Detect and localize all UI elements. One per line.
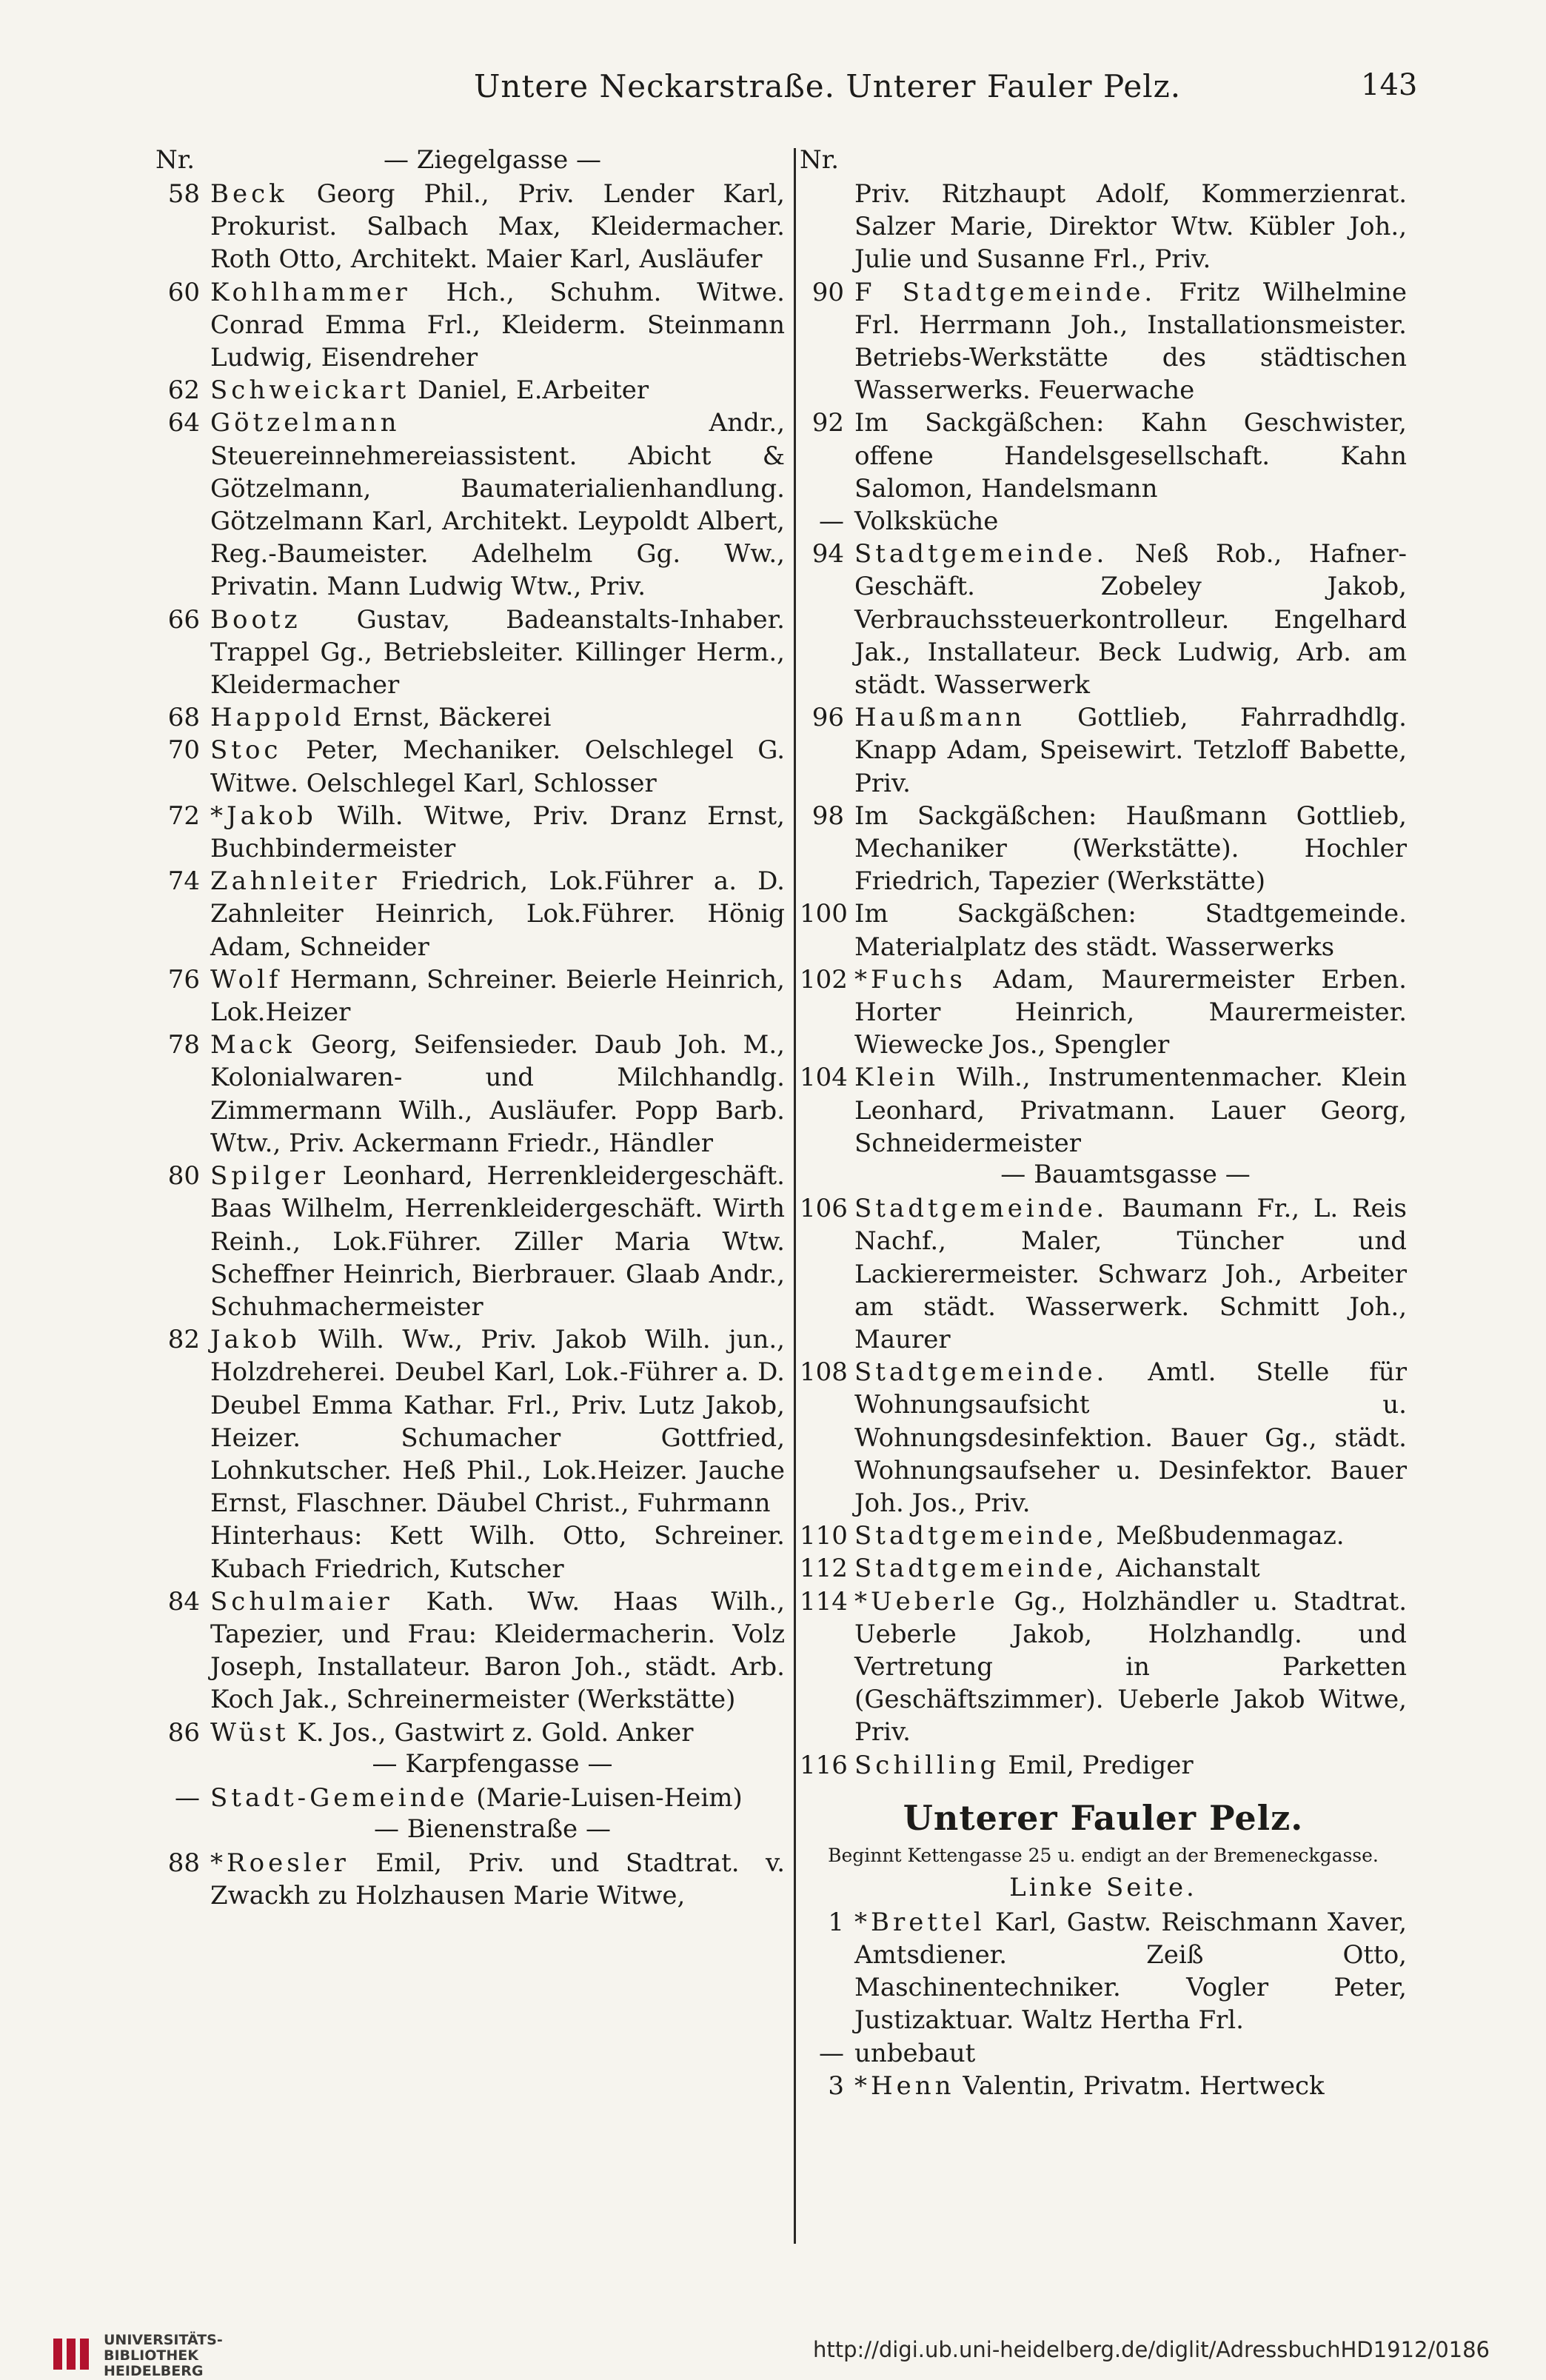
nr-heading: Nr. (800, 145, 840, 175)
entry-text (854, 1356, 1407, 1520)
library-logo-icon (50, 2336, 95, 2373)
occupants-text: Im Sackgäßchen: Stadtgemeinde. Materialplatz des städt. Wasserwerks (854, 899, 1407, 962)
street-subheading: — Ziegelgasse — (383, 145, 602, 175)
directory-entry (155, 734, 785, 799)
occupants-text: Peter, Mechaniker. Oelschlegel G. Witwe. Oelschlegel Karl, Schlosser (210, 735, 785, 798)
occupants-text: Wilh. Witwe, Priv. Dranz Ernst, Buchbindermeister (210, 800, 785, 864)
occupants-text: Georg Phil., Priv. Lender Karl, Prokurist. Salbach Max, Kleidermacher. Roth Otto, Architekt. Maier Karl, Ausläufer (210, 179, 785, 275)
house-number: 116 (800, 1750, 848, 1780)
street-subheading: — Bienenstraße — (374, 1814, 611, 1844)
entry-list (800, 1192, 1407, 1782)
directory-entry (155, 800, 785, 865)
directory-entry (155, 1323, 785, 1520)
directory-entry (800, 1906, 1407, 2037)
directory-entry (155, 1029, 785, 1160)
occupants-text: Aichanstalt (1108, 1554, 1260, 1584)
directory-entry (155, 963, 785, 1029)
occupants-text: Hermann, Schreiner. Beierle Heinrich, Lok.Heizer (210, 964, 785, 1028)
directory-entry (800, 701, 1407, 800)
occupants-text: Gg., Holzhändler u. Stadtrat. Ueberle Jakob, Holzhandlg. und Vertretung in Parketten (Geschäftszimmer). Ueberle Jakob Witwe, Priv. (854, 1586, 1407, 1748)
house-number: 88 (167, 1848, 200, 1878)
page-header (0, 68, 1546, 113)
owner-name: Wüst (210, 1717, 290, 1748)
entry-text (210, 1029, 785, 1160)
entry-text (210, 1782, 785, 1814)
owner-name: Jakob (210, 1325, 301, 1355)
entry-text (210, 800, 785, 865)
occupants-text: K. Jos., Gastwirt z. Gold. Anker (289, 1717, 694, 1748)
house-number: 100 (800, 899, 848, 929)
directory-entry (155, 407, 785, 603)
house-number: 74 (167, 866, 200, 897)
entry-text (854, 1552, 1407, 1585)
street-subheading: — Karpfengasse — (372, 1748, 613, 1779)
owner-name: Stadtgemeinde, (854, 1521, 1108, 1551)
owner-name: Bootz (210, 604, 301, 635)
directory-entry (800, 1749, 1407, 1782)
house-number: 96 (812, 703, 844, 733)
directory-entry (155, 374, 785, 407)
entry-text (854, 2037, 1407, 2070)
house-number: 106 (800, 1194, 848, 1224)
owner-name: Stadtgemeinde. (854, 1194, 1108, 1224)
occupants-text: Neß Rob., Hafner-Geschäft. Zobeley Jakob, Verbrauchssteuerkontrolleur. Engelhard Jak., Installateur. Beck Ludwig, Arb. am städt. Wasserwerk (854, 539, 1407, 701)
house-number: 90 (812, 277, 844, 307)
house-number (155, 1520, 210, 1585)
entry-text (210, 1160, 785, 1323)
owner-name: *Brettel (854, 1907, 986, 1937)
house-number: 104 (800, 1063, 848, 1093)
house-number: 58 (167, 179, 200, 209)
directory-entry (155, 604, 785, 702)
house-number: 60 (167, 277, 200, 307)
house-number: 70 (167, 735, 200, 766)
occupants-text: Hinterhaus: Kett Wilh. Otto, Schreiner. Kubach Friedrich, Kutscher (210, 1521, 785, 1584)
directory-entry (155, 178, 785, 276)
occupants-text: Georg, Seifensieder. Daub Joh. M., Kolonialwaren- und Milchhandlg. Zimmermann Wilh., Ausläufer. Popp Barb. Wtw., Priv. Ackermann Friedr., Händler (210, 1030, 785, 1158)
section-subtitle: Beginnt Kettengasse 25 u. endigt an der Bremeneckgasse. (828, 1844, 1379, 1866)
owner-name: Happold (210, 703, 345, 733)
house-number: 68 (167, 703, 200, 733)
occupants-text: Emil, Priv. und Stadtrat. v. Zwackh zu Holzhausen Marie Witwe, (210, 1848, 785, 1911)
house-number: 62 (167, 375, 200, 406)
directory-entry (800, 1585, 1407, 1749)
house-number: 82 (167, 1325, 200, 1355)
occupants-text: Priv. Ritzhaupt Adolf, Kommerzienrat. Salzer Marie, Direktor Wtw. Kübler Joh., Julie und Susanne Frl., Priv. (854, 179, 1407, 275)
entry-text (854, 1749, 1407, 1782)
directory-entry (155, 865, 785, 963)
owner-name: Wolf (210, 964, 282, 995)
occupants-text: Kath. Ww. Haas Wilh., Tapezier, und Frau: Kleidermacherin. Volz Joseph, Installateur. Baron Joh., städt. Arb. Koch Jak., Schreinermeister (Werkstätte) (210, 1586, 785, 1715)
library-line: BIBLIOTHEK (104, 2347, 198, 2364)
directory-entry (800, 800, 1407, 898)
directory-entry (800, 178, 1407, 276)
occupants-text: Gottlieb, Fahrradhdlg. Knapp Adam, Speisewirt. Tetzloff Babette, Priv. (854, 703, 1407, 798)
entry-text (210, 865, 785, 963)
entry-text (210, 276, 785, 375)
occupants-text: Wilh. Ww., Priv. Jakob Wilh. jun., Holzdreherei. Deubel Karl, Lok.-Führer a. D. Deubel Emma Kathar. Frl., Priv. Lutz Jakob, Heizer. Schumacher Gottfried, Lohnkutscher. Heß Phil., Lok.Heizer. Jauche Ernst, Flaschner. Däubel Christ., Fuhrmann (210, 1325, 785, 1519)
occupants-text: Im Sackgäßchen: Kahn Geschwister, offene Handelsgesellschaft. Kahn Salomon, Handelsmann (854, 408, 1407, 504)
entry-list (155, 1782, 785, 1814)
house-number (800, 178, 854, 276)
entry-text (210, 734, 785, 799)
owner-name: Klein (854, 1063, 940, 1093)
directory-entry (800, 1552, 1407, 1585)
owner-name: *Henn (854, 2070, 955, 2101)
house-number: 94 (812, 539, 844, 569)
column-divider (794, 148, 796, 2244)
occupants-text: Gustav, Badeanstalts-Inhaber. Trappel Gg., Betriebsleiter. Killinger Herm., Kleidermacher (210, 604, 785, 701)
house-number: 72 (167, 800, 200, 831)
nr-heading: Nr. (155, 145, 195, 175)
house-number: 64 (167, 408, 200, 438)
owner-name: Stoc (210, 735, 282, 766)
occupants-text: Emil, Prediger (1000, 1750, 1194, 1780)
occupants-text: Karl, Gastw. Reischmann Xaver, Amtsdiener. Zeiß Otto, Maschinentechniker. Vogler Peter, Justizaktuar. Waltz Hertha Frl. (854, 1907, 1407, 2036)
house-number: 114 (800, 1586, 848, 1617)
directory-entry (800, 1061, 1407, 1160)
library-line: UNIVERSITÄTS- (104, 2332, 223, 2348)
directory-entry (155, 276, 785, 375)
owner-name: Schweickart (210, 375, 410, 406)
entry-text (854, 407, 1407, 505)
occupants-text: Amtl. Stelle für Wohnungsaufsicht u. Wohnungsdesinfektion. Bauer Gg., städt. Wohnungsaufseher u. Desinfektor. Bauer Joh. Jos., Priv. (854, 1357, 1407, 1518)
house-number: — (819, 2038, 844, 2068)
left-column (155, 145, 785, 1912)
house-number: 1 (828, 1907, 844, 1937)
entry-text (210, 701, 785, 734)
page-footer (0, 2324, 1546, 2380)
entry-text (854, 701, 1407, 800)
entry-text (854, 276, 1407, 407)
occupants-text: Daniel, E.Arbeiter (409, 375, 649, 406)
directory-entry (800, 538, 1407, 701)
directory-entry (800, 2037, 1407, 2070)
directory-entry (800, 963, 1407, 1062)
directory-entry (800, 897, 1407, 963)
entry-text (210, 963, 785, 1029)
right-column (800, 145, 1407, 2102)
entry-text (854, 1061, 1407, 1160)
owner-name: Schilling (854, 1750, 1000, 1780)
house-number: 3 (828, 2070, 844, 2101)
owner-name: *Ueberle (854, 1586, 999, 1617)
directory-entry (800, 1192, 1407, 1356)
entry-text (854, 178, 1407, 276)
owner-name: *Fuchs (854, 964, 966, 995)
entry-text (854, 963, 1407, 1062)
owner-name: Stadtgemeinde. (854, 1357, 1108, 1388)
house-number: 84 (167, 1586, 200, 1617)
occupants-text: Hch., Schuhm. Witwe. Conrad Emma Frl., Kleiderm. Steinmann Ludwig, Eisendreher (210, 277, 785, 373)
library-name (104, 2333, 223, 2379)
owner-name: *Roesler (210, 1848, 349, 1878)
owner-name: Götzelmann (210, 408, 401, 438)
directory-entry (155, 1847, 785, 1912)
occupants-text: Ernst, Bäckerei (344, 703, 552, 733)
entry-text (854, 538, 1407, 701)
occupants-text: Wilh., Instrumentenmacher. Klein Leonhard, Privatmann. Lauer Georg, Schneidermeister (854, 1063, 1407, 1158)
house-number: — (819, 507, 844, 537)
directory-entry (800, 505, 1407, 538)
house-number: 108 (800, 1357, 848, 1388)
entry-text (854, 897, 1407, 963)
entry-text (210, 374, 785, 407)
entry-text (210, 604, 785, 702)
occupants-text: Adam, Maurermeister Erben. Horter Heinrich, Maurermeister. Wiewecke Jos., Spengler (854, 964, 1407, 1060)
occupants-text: Leonhard, Herrenkleidergeschäft. Baas Wilhelm, Herrenkleidergeschäft. Wirth Reinh., Lok.Führer. Ziller Maria Wtw. Scheffner Heinrich, Bierbrauer. Glaab Andr., Schuhmachermeister (210, 1161, 785, 1322)
section-title: Unterer Fauler Pelz. (903, 1797, 1304, 1838)
house-number: 110 (800, 1521, 848, 1551)
library-line: HEIDELBERG (104, 2363, 204, 2379)
house-number: 80 (167, 1161, 200, 1191)
entry-text (210, 1585, 785, 1717)
house-number: 112 (800, 1554, 848, 1584)
directory-entry (800, 407, 1407, 505)
occupants-text: unbebaut (854, 2038, 976, 2068)
owner-name: Zahnleiter (210, 866, 381, 897)
directory-entry (800, 2070, 1407, 2102)
directory-entry (800, 1520, 1407, 1552)
occupants-text: Baumann Fr., L. Reis Nachf., Maler, Tüncher und Lackierermeister. Schwarz Joh., Arbeiter am städt. Wasserwerk. Schmitt Joh., Maurer (854, 1194, 1407, 1354)
owner-name: Schulmaier (210, 1586, 393, 1617)
owner-name: Spilger (210, 1161, 329, 1191)
directory-entry (155, 701, 785, 734)
entry-list (155, 1847, 785, 1912)
directory-entry (800, 1356, 1407, 1520)
occupants-text: Valentin, Privatm. Hertweck (954, 2070, 1325, 2101)
house-number: 92 (812, 408, 844, 438)
occupants-text: (Marie-Luisen-Heim) (468, 1782, 743, 1813)
owner-name: Beck (210, 179, 288, 209)
entry-text (854, 2070, 1407, 2102)
owner-name: Mack (210, 1030, 295, 1060)
directory-entry (155, 1160, 785, 1323)
side-label: Linke Seite. (1009, 1872, 1197, 1902)
owner-name: *Jakob (210, 800, 317, 831)
entry-text (854, 505, 1407, 538)
page-number: 143 (1361, 68, 1418, 102)
entry-list (155, 178, 785, 1749)
owner-name: Stadt-Gemeinde (210, 1782, 469, 1813)
house-number: — (175, 1782, 200, 1813)
occupants-text: Andr., Steuereinnehmereiassistent. Abicht & Götzelmann, Baumaterialienhandlung. Götzelmann Karl, Architekt. Leypoldt Albert, Reg.-Baumeister. Adelhelm Gg. Ww., Privatin. Mann Ludwig Wtw., Priv. (210, 408, 785, 602)
entry-list (800, 1906, 1407, 2102)
occupants-text: Fritz Wilhelmine Frl. Herrmann Joh., Installationsmeister. Betriebs-Werkstätte des städtischen Wasserwerks. Feuerwache (854, 277, 1408, 406)
source-url-link[interactable]: http://digi.ub.uni-heidelberg.de/diglit/AdressbuchHD1912/0186 (813, 2337, 1490, 2362)
entry-text (854, 1906, 1407, 2037)
owner-name: Haußmann (854, 703, 1025, 733)
running-title: Untere Neckarstraße. Unterer Fauler Pelz. (474, 68, 1182, 104)
owner-name: Kohlhammer (210, 277, 411, 307)
entry-text (854, 1192, 1407, 1356)
house-number: 76 (167, 964, 200, 995)
entry-text (854, 1585, 1407, 1749)
directory-entry (155, 1717, 785, 1749)
occupants-text: Friedrich, Lok.Führer a. D. Zahnleiter Heinrich, Lok.Führer. Hönig Adam, Schneider (210, 866, 785, 962)
directory-entry (155, 1520, 785, 1585)
house-number: 98 (812, 800, 844, 831)
entry-text (210, 407, 785, 603)
house-number: 66 (167, 604, 200, 635)
directory-entry (155, 1782, 785, 1814)
directory-entry (155, 1585, 785, 1717)
occupants-text: Im Sackgäßchen: Haußmann Gottlieb, Mechaniker (Werkstätte). Hochler Friedrich, Tapezier (Werkstätte) (854, 800, 1407, 897)
entry-text (210, 1717, 785, 1749)
entry-text (854, 1520, 1407, 1552)
owner-name: Stadtgemeinde. (854, 539, 1108, 569)
directory-entry (800, 276, 1407, 407)
house-number: 78 (167, 1030, 200, 1060)
house-number: 86 (167, 1717, 200, 1748)
occupants-text: Meßbudenmagaz. (1108, 1521, 1345, 1551)
entry-text (210, 1847, 785, 1912)
entry-text (210, 1323, 785, 1520)
entry-text (210, 1520, 785, 1585)
house-number: 102 (800, 964, 848, 995)
street-subheading: — Bauamtsgasse — (1000, 1160, 1251, 1190)
occupants-text: Volksküche (854, 507, 999, 537)
entry-text (210, 178, 785, 276)
owner-name: Stadtgemeinde, (854, 1554, 1108, 1584)
entry-text (854, 800, 1407, 898)
entry-list (800, 178, 1407, 1160)
owner-name: F Stadtgemeinde. (854, 277, 1157, 307)
